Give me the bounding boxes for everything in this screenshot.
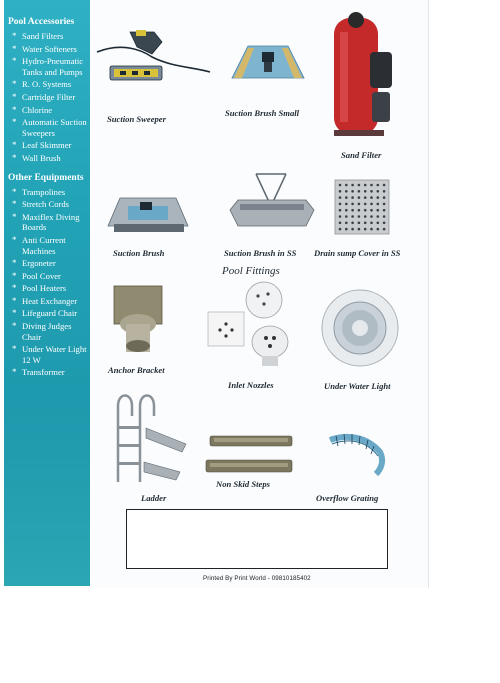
- grate-hole: [370, 203, 373, 206]
- grate-hole: [351, 203, 354, 206]
- grate-hole: [370, 196, 373, 199]
- grate-hole: [358, 203, 361, 206]
- grate-hole: [377, 222, 380, 225]
- grate-hole: [358, 215, 361, 218]
- inlet-nozzles-image: [206, 280, 296, 372]
- sidebar-heading-other-equipments: Other Equipments: [8, 172, 84, 183]
- caption-under-water-light: Under Water Light: [324, 381, 391, 391]
- sidebar-product-list: [4, 0, 90, 586]
- list-item: * Stretch Cords: [12, 199, 70, 210]
- overflow-grating-image: [326, 430, 386, 480]
- grate-hole: [383, 196, 386, 199]
- list-item: * Pool Heaters: [12, 283, 67, 294]
- list-item: * Leaf Skimmer: [12, 140, 72, 151]
- suction-brush-ss-image: [226, 170, 316, 236]
- grate-hole: [339, 209, 342, 212]
- list-item: * Heat Exchanger: [12, 295, 78, 306]
- grate-hole: [345, 196, 348, 199]
- grate-hole: [370, 228, 373, 231]
- grate-hole: [358, 184, 361, 187]
- suction-brush-small-image: [228, 38, 308, 90]
- grate-hole: [345, 184, 348, 187]
- list-item: * R. O. Systems: [12, 79, 72, 90]
- other-equipments-list: [8, 187, 90, 379]
- suction-brush-image: [106, 192, 190, 238]
- list-item: * Maxiflex Diving Boards: [12, 211, 80, 233]
- grate-hole: [339, 222, 342, 225]
- grate-hole: [383, 228, 386, 231]
- grate-hole: [358, 209, 361, 212]
- caption-ladder: Ladder: [141, 493, 167, 503]
- grate-hole: [377, 215, 380, 218]
- grate-hole: [364, 228, 367, 231]
- grate-hole: [339, 228, 342, 231]
- grate-hole: [383, 209, 386, 212]
- grate-hole: [351, 222, 354, 225]
- grate-hole: [345, 222, 348, 225]
- caption-non-skid-steps: Non Skid Steps: [216, 479, 270, 489]
- grate-hole: [358, 196, 361, 199]
- list-item: * Trampolines: [12, 186, 66, 197]
- grate-hole: [364, 209, 367, 212]
- grate-hole: [339, 203, 342, 206]
- caption-suction-sweeper: Suction Sweeper: [107, 114, 166, 124]
- grate-hole: [358, 228, 361, 231]
- grate-hole: [364, 222, 367, 225]
- grate-hole: [364, 190, 367, 193]
- grate-hole: [377, 203, 380, 206]
- sidebar-heading-pool-accessories: Pool Accessories: [8, 17, 75, 27]
- list-item: * Wall Brush: [12, 152, 61, 163]
- grate-hole: [339, 196, 342, 199]
- grate-hole: [383, 184, 386, 187]
- grate-hole: [351, 209, 354, 212]
- caption-anchor-bracket: Anchor Bracket: [108, 365, 165, 375]
- grate-hole: [370, 209, 373, 212]
- pool-fittings-title: Pool Fittings: [222, 265, 280, 277]
- grate-hole: [345, 215, 348, 218]
- caption-drain-sump-cover: Drain sump Cover in SS: [314, 248, 401, 258]
- grate-hole: [364, 203, 367, 206]
- grate-hole: [358, 190, 361, 193]
- grate-hole: [377, 190, 380, 193]
- caption-overflow-grating: Overflow Grating: [316, 493, 379, 503]
- list-item: * Anti Current Machines: [12, 234, 66, 256]
- grate-hole: [377, 228, 380, 231]
- list-item: * Chlorine: [12, 104, 53, 115]
- list-item: * Transformer: [12, 367, 65, 378]
- sand-filter-image: [330, 12, 400, 140]
- grate-hole: [370, 184, 373, 187]
- list-item: * Diving Judges Chair: [12, 321, 72, 342]
- under-water-light-image: [320, 288, 400, 368]
- grate-hole: [351, 215, 354, 218]
- grate-hole: [383, 190, 386, 193]
- grate-hole: [383, 222, 386, 225]
- ladder-image: [110, 386, 190, 486]
- list-item: * Automatic Suction Sweepers: [12, 117, 87, 138]
- pool-accessories-list: [8, 31, 90, 164]
- grate-hole: [345, 203, 348, 206]
- grate-hole: [383, 215, 386, 218]
- suction-sweeper-image: [92, 22, 212, 112]
- grate-hole: [358, 222, 361, 225]
- drain-sump-cover-image: [333, 178, 391, 236]
- list-item: * Under Water Light 12 W: [12, 344, 87, 365]
- list-item: * Lifeguard Chair: [12, 308, 78, 319]
- grate-hole: [339, 190, 342, 193]
- grate-hole: [364, 215, 367, 218]
- grate-hole: [345, 190, 348, 193]
- list-item: * Ergoneter: [12, 258, 56, 269]
- grate-hole: [351, 184, 354, 187]
- non-skid-steps-image: [204, 432, 294, 476]
- blank-stamp-box: [126, 509, 388, 569]
- grate-hole: [351, 196, 354, 199]
- grate-hole: [351, 228, 354, 231]
- grate-hole: [345, 209, 348, 212]
- caption-suction-brush-ss: Suction Brush in SS: [224, 248, 297, 258]
- grate-hole: [377, 196, 380, 199]
- grate-hole: [351, 190, 354, 193]
- caption-inlet-nozzles: Inlet Nozzles: [228, 380, 274, 390]
- grate-hole: [345, 228, 348, 231]
- anchor-bracket-image: [112, 284, 164, 354]
- grate-hole: [339, 184, 342, 187]
- grate-hole: [383, 203, 386, 206]
- list-item: * Water Softeners: [12, 43, 77, 54]
- grate-hole: [377, 209, 380, 212]
- grate-hole: [364, 196, 367, 199]
- list-item: * Hydro-Pneumatic Tanks and Pumps: [12, 56, 84, 77]
- list-item: * Sand Filters: [12, 31, 64, 41]
- caption-sand-filter: Sand Filter: [341, 150, 382, 160]
- grate-hole: [377, 184, 380, 187]
- printed-by-footer: Printed By Print World - 09810185402: [203, 575, 311, 582]
- grate-hole: [370, 190, 373, 193]
- grate-hole: [370, 215, 373, 218]
- grate-hole: [364, 184, 367, 187]
- grate-hole: [370, 222, 373, 225]
- caption-suction-brush: Suction Brush: [113, 248, 165, 258]
- caption-suction-brush-small: Suction Brush Small: [225, 108, 300, 118]
- list-item: * Cartridge Filter: [12, 91, 76, 102]
- list-item: * Pool Cover: [12, 270, 61, 281]
- grate-hole: [339, 215, 342, 218]
